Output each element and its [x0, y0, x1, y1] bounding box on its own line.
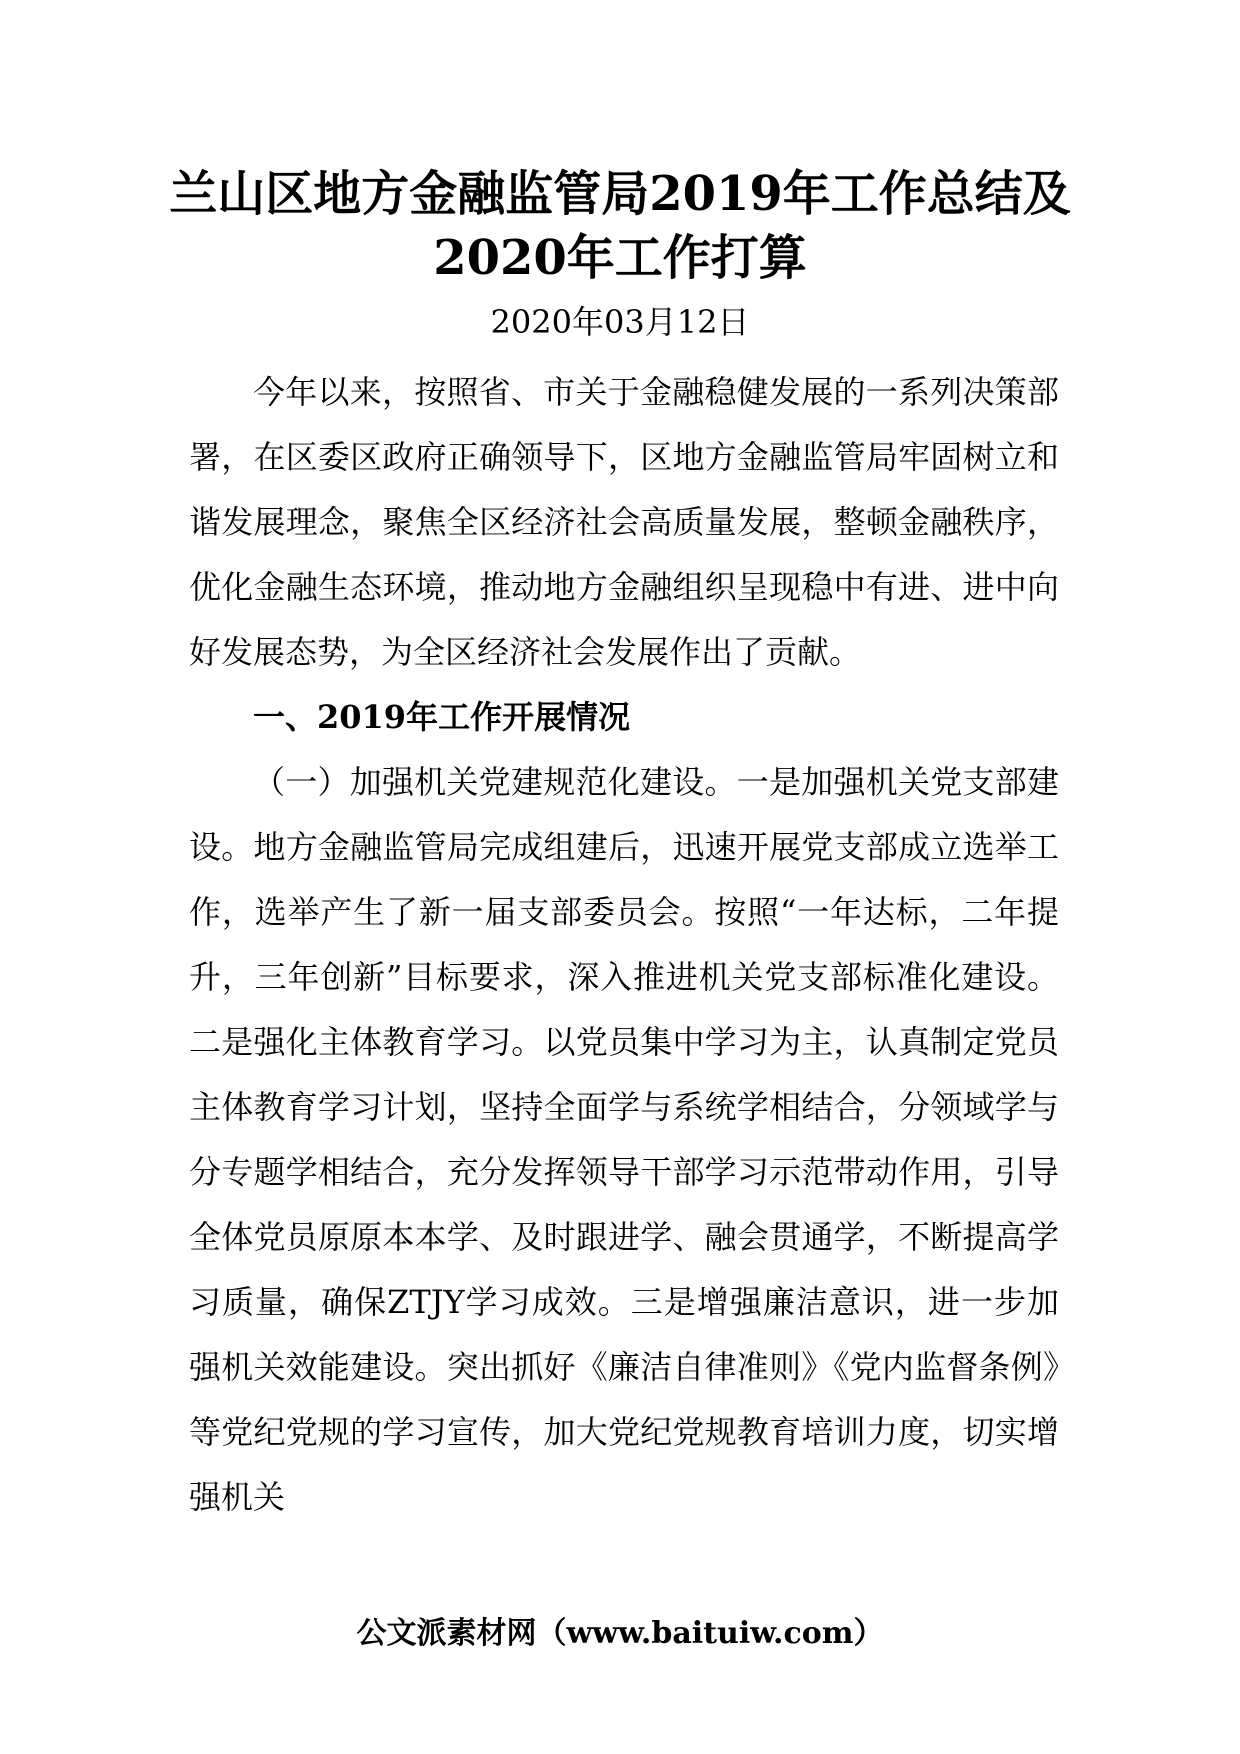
footer-watermark: 公文派素材网（www.baituiw.com）: [356, 1616, 884, 1651]
document-title-line-1: 兰山区地方金融监管局2019年工作总结及: [169, 166, 1071, 222]
body-paragraph: （一）加强机关党建规范化建设。一是加强机关党支部建设。地方金融监管局完成组建后，迅速开展党支部成立选举工作，选举产生了新一届支部委员会。按照“一年达标，二年提升，三年创新”目标要求，深入推进机关党支部标准化建设。二是强化主体教育学习。以党员集中学习为主，认真制定党员主体教育学习计划，坚持全面学与系统学相结合，分领域学与分专题学相结合，充分发挥领导干部学习示范带动作用，引导全体党员原原本本学、及时跟进学、融会贯通学，不断提高学习质量，确保ZTJY学习成效。三是增强廉洁意识，进一步加强机关效能建设。突出抓好《廉洁自律准则》《党内监督条例》等党纪党规的学习宣传，加大党纪党规教育培训力度，切实增强机关: [189, 763, 1059, 1516]
document-title-line-2: 2020年工作打算: [433, 230, 807, 286]
intro-paragraph: 今年以来，按照省、市关于金融稳健发展的一系列决策部署，在区委区政府正确领导下，区地方金融监管局牢固树立和谐发展理念，聚焦全区经济社会高质量发展，整顿金融秩序，优化金融生态环境，推动地方金融组织呈现稳中有进、进中向好发展态势，为全区经济社会发展作出了贡献。: [189, 373, 1059, 671]
section-heading: 一、2019年工作开展情况: [253, 698, 631, 736]
document-body: [189, 360, 1059, 1530]
document-date: 2020年03月12日: [490, 303, 750, 341]
